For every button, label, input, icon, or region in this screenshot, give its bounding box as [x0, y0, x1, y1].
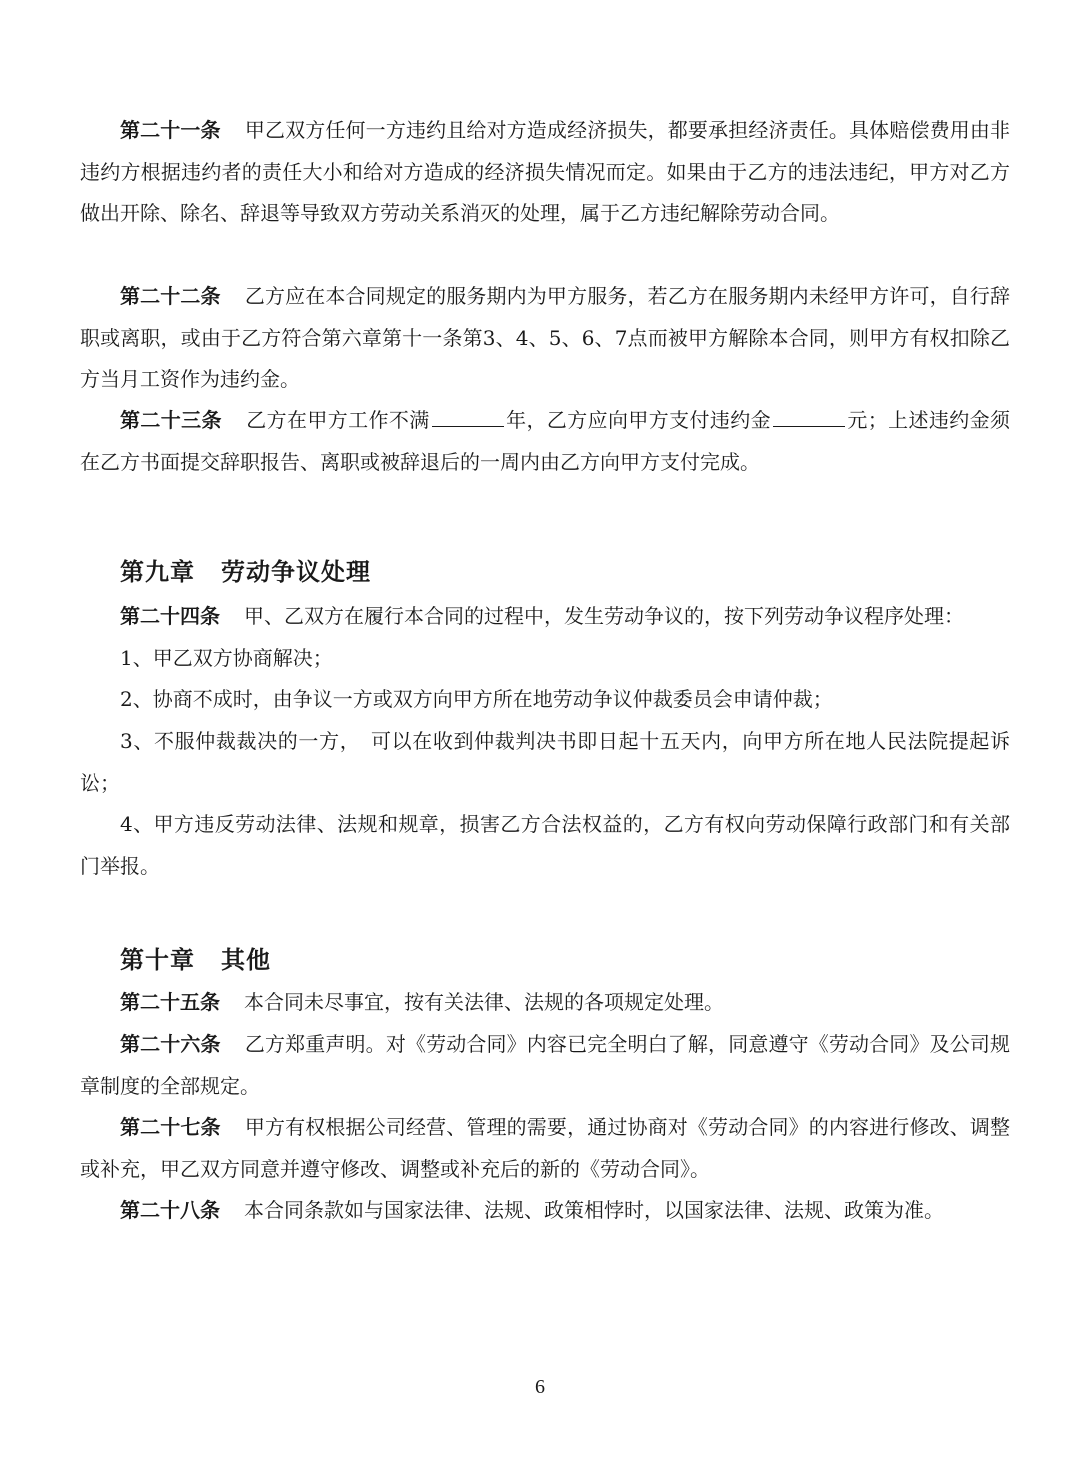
article-23-text-3: 元；上述违约金须在乙方书面提交辞职报告、离职或被辞退后的一周内由乙方向甲方支付完成。 — [80, 408, 1011, 474]
article-21 — [80, 110, 1010, 235]
article-28-text: 本合同条款如与国家法律、法规、政策相悖时，以国家法律、法规、政策为准。 — [244, 1198, 944, 1222]
chapter-9-heading — [120, 552, 371, 587]
article-25-text: 本合同未尽事宜，按有关法律、法规的各项规定处理。 — [244, 990, 724, 1014]
article-28-label: 第二十八条 — [120, 1198, 220, 1222]
article-23-text-2: 年，乙方应向甲方支付违约金 — [505, 408, 772, 432]
article-23-label: 第二十三条 — [120, 408, 222, 432]
dispute-step-3: 3、不服仲裁裁决的一方， 可以在收到仲裁判决书即日起十五天内，向甲方所在地人民法院提起诉讼； — [80, 729, 1010, 795]
chapter-10-title: 其他 — [221, 945, 271, 974]
article-24-text: 甲、乙双方在履行本合同的过程中，发生劳动争议的，按下列劳动争议程序处理： — [244, 604, 964, 628]
article-22 — [80, 276, 1010, 401]
blank-amount — [773, 408, 845, 427]
article-26 — [80, 1024, 1010, 1107]
article-23 — [80, 400, 1010, 483]
article-27-text: 甲方有权根据公司经营、管理的需要，通过协商对《劳动合同》的内容进行修改、调整或补充，甲乙双方同意并遵守修改、调整或补充后的新的《劳动合同》。 — [80, 1115, 1011, 1181]
chapter-10-heading — [120, 940, 271, 975]
article-21-text: 甲乙双方任何一方违约且给对方造成经济损失，都要承担经济责任。具体赔偿费用由非违约方根据违约者的责任大小和给对方造成的经济损失情况而定。如果由于乙方的违法违纪，甲方对乙方做出开除、除名、辞退等导致双方劳动关系消灭的处理，属于乙方违纪解除劳动合同。 — [80, 118, 1011, 225]
article-25-label: 第二十五条 — [120, 990, 220, 1014]
blank-years — [432, 408, 504, 427]
chapter-9-number: 第九章 — [120, 557, 195, 586]
article-28 — [80, 1190, 1010, 1232]
chapter-10-number: 第十章 — [120, 945, 195, 974]
chapter-9-title: 劳动争议处理 — [221, 557, 371, 586]
article-26-text: 乙方郑重声明。对《劳动合同》内容已完全明白了解，同意遵守《劳动合同》及公司规章制度的全部规定。 — [80, 1032, 1011, 1098]
article-22-text: 乙方应在本合同规定的服务期内为甲方服务，若乙方在服务期内未经甲方许可，自行辞职或离职，或由于乙方符合第六章第十一条第3、4、5、6、7点而被甲方解除本合同，则甲方有权扣除乙方当月工资作为违约金。 — [80, 284, 1011, 391]
dispute-step-1: 1、甲乙双方协商解决； — [120, 646, 333, 670]
article-27 — [80, 1107, 1010, 1190]
article-24-label: 第二十四条 — [120, 604, 220, 628]
article-26-label: 第二十六条 — [120, 1032, 221, 1056]
article-22-label: 第二十二条 — [120, 284, 221, 308]
page-number: 6 — [535, 1376, 545, 1398]
article-21-label: 第二十一条 — [120, 118, 221, 142]
article-25 — [80, 982, 1010, 1024]
article-24 — [80, 596, 1010, 638]
article-27-label: 第二十七条 — [120, 1115, 221, 1139]
dispute-step-4: 4、甲方违反劳动法律、法规和规章，损害乙方合法权益的，乙方有权向劳动保障行政部门和有关部门举报。 — [80, 812, 1010, 878]
dispute-step-2: 2、协商不成时，由争议一方或双方向甲方所在地劳动争议仲裁委员会申请仲裁； — [120, 687, 833, 711]
article-23-text-1: 乙方在甲方工作不满 — [245, 408, 430, 432]
